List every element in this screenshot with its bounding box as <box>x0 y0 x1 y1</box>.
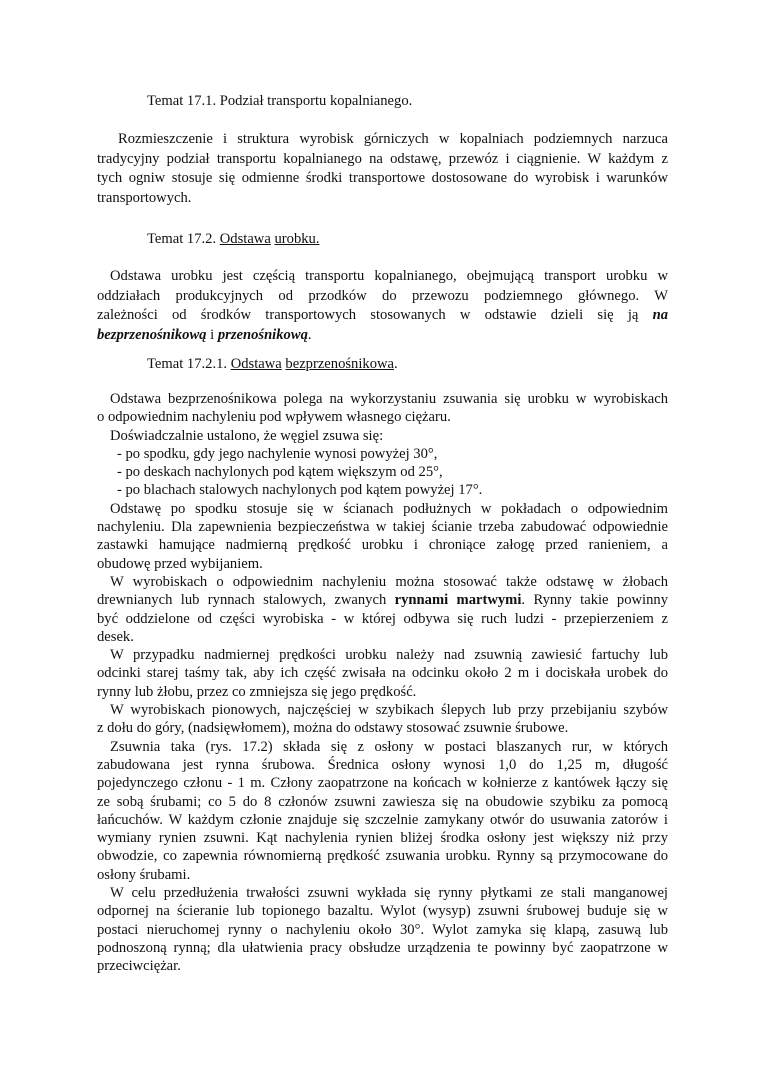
section-odstawa <box>97 267 668 346</box>
heading-17-2-1 <box>147 354 398 374</box>
text-line <box>97 829 668 847</box>
emphasis-text: rynnami martwymi <box>394 592 522 609</box>
text-line <box>97 536 668 554</box>
heading-word: bezprzenośnikowa <box>285 356 395 372</box>
text-segment: być oddzielone od części wyrobiska - w której odbywa się ruch ludzi - przepierzeniem z <box>97 610 668 627</box>
text-segment: zastawki hamujące nadmierną prędkość urobku i chroniące załogę przed ranieniem, a <box>97 537 668 554</box>
paragraph <box>97 500 668 573</box>
text-line <box>97 555 668 573</box>
text-line <box>97 646 668 664</box>
paragraph <box>97 130 668 209</box>
text-segment: . <box>307 327 312 344</box>
text-line <box>97 390 668 408</box>
text-segment: osłony śrubami. <box>97 866 191 883</box>
text-segment: Odstawę po spodku stosuje się w ścianach podłużnych w pokładach o odpowiednim <box>110 500 668 517</box>
text-line <box>97 774 668 792</box>
text-segment: - po blachach stalowych nachylonych pod kątem powyżej 17°. <box>117 482 483 499</box>
heading-prefix: Temat 17.2.1. <box>147 356 231 372</box>
emphasis-text: przenośnikową <box>217 327 308 344</box>
text-line <box>97 793 668 811</box>
text-line <box>97 306 668 326</box>
text-segment: odpornej na ścieranie lub topionego bazaltu. Wylot (wysyp) zsuwni śrubowej buduje się w <box>97 903 668 920</box>
text-line <box>97 701 668 719</box>
text-line <box>97 756 668 774</box>
text-segment: wymiany rynien zsuwni. Kąt nachylenia rynien bliżej środka osłony jest większy niż przy <box>97 830 668 847</box>
text-line <box>97 408 668 426</box>
text-line <box>97 847 668 865</box>
text-line <box>97 738 668 756</box>
text-segment: transportowych. <box>97 190 192 207</box>
text-line <box>97 573 668 591</box>
text-segment: - po spodku, gdy jego nachylenie wynosi powyżej 30°, <box>117 445 438 462</box>
heading-17-2 <box>147 229 319 249</box>
heading-prefix: Temat 17.2. <box>147 231 220 247</box>
text-line <box>97 427 668 445</box>
text-line <box>97 683 668 701</box>
paragraph <box>97 646 668 701</box>
paragraph <box>97 701 668 738</box>
text-segment: tych ogniw stosuje się odmienne środki transportowe dostosowane do wyrobisk i warunków <box>97 170 668 187</box>
text-segment: Doświadczalnie ustalono, że węgiel zsuwa się: <box>110 427 384 444</box>
text-line <box>97 481 668 499</box>
text-line <box>97 500 668 518</box>
paragraph <box>97 427 668 445</box>
text-line <box>97 902 668 920</box>
text-segment: nachyleniu. Dla zapewnienia bezpieczeństwa w takiej ścianie trzeba zabudować odpowiednie <box>97 519 668 536</box>
text-line <box>97 591 668 609</box>
text-segment: obudowę przed wybijaniem. <box>97 555 263 572</box>
text-line <box>97 463 668 481</box>
section-intro <box>97 130 668 209</box>
text-line <box>97 326 668 346</box>
heading-word: Odstawa <box>219 231 271 247</box>
paragraph <box>97 884 668 975</box>
heading-prefix: Temat 17.1. <box>147 93 220 109</box>
paragraph <box>97 267 668 346</box>
text-segment: o odpowiednim nachyleniu pod wpływem własnego ciężaru. <box>97 409 451 426</box>
text-segment: zabudowana jest rynna śrubowa. Średnica osłony wynosi 1,0 do 1,25 m, długość <box>97 756 668 773</box>
text-line <box>97 719 668 737</box>
text-segment: Zsuwnia taka (rys. 17.2) składa się z osłony w postaci blaszanych rur, w których <box>110 738 668 755</box>
text-line <box>97 287 668 307</box>
emphasis-text: bezprzenośnikową <box>97 327 207 344</box>
section-bezprzenosnikowa <box>97 390 668 976</box>
text-segment: podnoszoną rynną; dla ułatwienia pracy obsłudze urządzenia te powinny być zaopatrzone w <box>97 939 668 956</box>
text-segment: zależności od środków transportowych stosowanych w odstawie dzieli się ją <box>97 307 653 324</box>
text-line <box>97 130 668 150</box>
text-segment: desek. <box>97 628 134 645</box>
heading-word: Odstawa <box>230 356 282 372</box>
heading-17-1 <box>147 91 412 111</box>
paragraph <box>97 738 668 884</box>
heading-end: . <box>394 356 398 372</box>
text-segment: pojedynczego członu - 1 m. Człony zaopatrzone na końcach w kołnierze z kantówek łączy się <box>97 775 668 792</box>
text-segment: odcinki starej taśmy tak, aby ich część zwisała na odcinku około 2 m i dociskała urobek do <box>97 665 668 682</box>
text-segment: oddziałach produkcyjnych od przodków do przewozu podziemnego głównego. W <box>97 287 668 304</box>
text-segment: ze sobą śrubami; co 5 do 8 członów zsuwni zawiesza się na obudowie szybiku za pomocą <box>97 793 668 810</box>
text-line <box>97 610 668 628</box>
text-segment: W wyrobiskach o odpowiednim nachyleniu można stosować także odstawę w żłobach <box>110 573 668 590</box>
text-segment: W przypadku nadmiernej prędkości urobku należy nad zsuwnią zawiesić fartuchy lub <box>110 647 668 664</box>
text-line <box>97 628 668 646</box>
text-line <box>97 884 668 902</box>
text-segment: tradycyjny podział transportu kopalnianego na odstawę, przewóz i ciągnienie. W każdym z <box>97 150 668 167</box>
heading-word: urobku. <box>274 231 320 247</box>
text-line <box>97 811 668 829</box>
text-line <box>97 189 668 209</box>
text-segment: rynny lub żłobu, przez co zmniejsza się jego prędkość. <box>97 683 417 700</box>
text-line <box>97 445 668 463</box>
heading-text: Podział transportu kopalnianego. <box>219 93 413 109</box>
text-line <box>97 169 668 189</box>
text-line <box>97 866 668 884</box>
text-segment: przeciwciężar. <box>97 958 181 975</box>
text-segment: W wyrobiskach pionowych, najczęściej w szybikach ślepych lub przy przebijaniu szybów <box>110 702 668 719</box>
text-segment: Odstawa urobku jest częścią transportu kopalnianego, obejmującą transport urobku w <box>110 268 668 284</box>
emphasis-text: na <box>652 307 668 324</box>
text-line <box>97 518 668 536</box>
paragraph <box>97 390 668 427</box>
paragraph <box>97 573 668 646</box>
text-line <box>97 267 668 287</box>
text-segment: i <box>206 327 218 344</box>
text-segment: z dołu do góry, (nadsięwłomem), można do odstawy stosować zsuwnie śrubowe. <box>97 720 569 737</box>
text-line <box>97 150 668 170</box>
text-segment: drewnianych lub rynnach stalowych, zwanych <box>97 592 395 609</box>
text-segment: Rozmieszczenie i struktura wyrobisk górniczych w kopalniach podziemnych narzuca <box>118 131 668 147</box>
text-segment: . Rynny takie powinny <box>521 592 668 609</box>
paragraph <box>97 463 668 481</box>
paragraph <box>97 445 668 463</box>
text-line <box>97 664 668 682</box>
text-segment: łańcuchów. W każdym członie znajduje się szczelnie zamykany otwór do usuwania zatorów i <box>97 811 668 828</box>
text-segment: - po deskach nachylonych pod kątem większym od 25°, <box>117 464 443 481</box>
paragraph <box>97 481 668 499</box>
text-segment: Odstawa bezprzenośnikowa polega na wykorzystaniu zsuwania się urobku w wyrobiskach <box>110 391 668 407</box>
text-segment: obwodzie, co zapewnia równomierną prędkość zsuwania urobku. Rynny są przymocowane do <box>97 848 668 865</box>
text-line <box>97 939 668 957</box>
text-segment: postaci nieruchomej rynny o nachyleniu około 30°. Wylot zamyka się klapą, zasuwą lub <box>97 921 668 938</box>
text-line <box>97 957 668 975</box>
text-line <box>97 921 668 939</box>
text-segment: W celu przedłużenia trwałości zsuwni wykłada się rynny płytkami ze stali manganowej <box>110 885 668 902</box>
